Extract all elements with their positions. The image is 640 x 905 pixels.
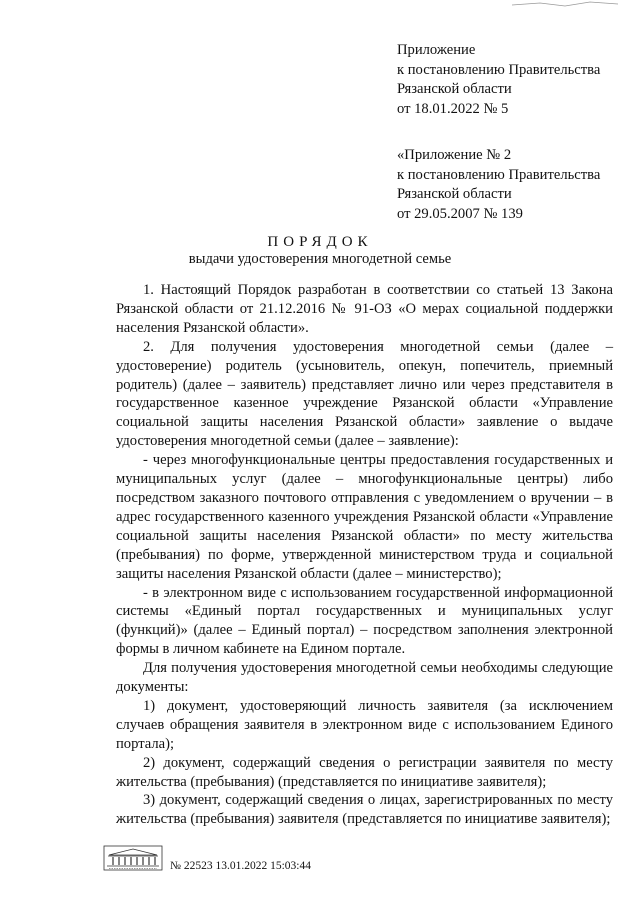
registration-stamp: № 22523 13.01.2022 15:03:44 bbox=[170, 860, 311, 872]
document-body bbox=[116, 281, 613, 829]
paragraph: - в электронном виде с использованием государственной информационной системы «Единый портал государственных и муниципальных услуг (функций)» (далее – Единый портал) – посредством заполнения электронной формы в личном кабинете на Едином портале. bbox=[116, 584, 613, 658]
appendix-line: к постановлению Правительства bbox=[397, 61, 601, 78]
paragraph: 2) документ, содержащий сведения о регистрации заявителя по месту жительства (пребывания) (представляется по инициативе заявителя); bbox=[116, 754, 613, 790]
original-appendix-line: к постановлению Правительства bbox=[397, 166, 601, 183]
appendix-line: Приложение bbox=[397, 42, 476, 58]
original-appendix-line: Рязанской области bbox=[397, 186, 512, 202]
appendix-header bbox=[397, 41, 627, 119]
paragraph: 1. Настоящий Порядок разработан в соответствии со статьей 13 Закона Рязанской области от 21.12.2016 № 91-ОЗ «О мерах социальной поддержки населения Рязанской области». bbox=[116, 282, 613, 336]
scan-noise-mark bbox=[510, 0, 620, 8]
original-appendix-header bbox=[397, 146, 627, 224]
original-appendix-line: «Приложение № 2 bbox=[397, 147, 512, 163]
paragraph: - через многофункциональные центры предоставления государственных и муниципальных услуг (далее – многофункциональные центры) либо посредством заказного почтового отправления с уведомлением о вручении – в адрес государственного казенного учреждения Рязанской области «Управление социальной защиты населения Рязанской области» по месту жительства (пребывания) по форме, утвержденной министерством труда и социальной защиты населения Рязанской области (далее – министерство); bbox=[116, 452, 613, 582]
document-title: ПОРЯДОК bbox=[267, 234, 373, 250]
appendix-line: от 18.01.2022 № 5 bbox=[397, 100, 509, 117]
paragraph: 1) документ, удостоверяющий личность заявителя (за исключением случаев обращения заявителя в электронном виде с использованием Единого портала); bbox=[116, 697, 613, 752]
appendix-line: Рязанской области bbox=[397, 81, 512, 97]
paragraph: Для получения удостоверения многодетной семьи необходимы следующие документы: bbox=[116, 660, 613, 696]
paragraph: 3) документ, содержащий сведения о лицах, зарегистрированных по месту жительства (пребывания) заявителя (представляется по инициативе заявителя); bbox=[116, 792, 613, 828]
original-appendix-line: от 29.05.2007 № 139 bbox=[397, 205, 523, 222]
government-building-stamp-icon bbox=[103, 845, 163, 871]
document-subtitle: выдачи удостоверения многодетной семье bbox=[188, 251, 452, 267]
paragraph: 2. Для получения удостоверения многодетной семьи (далее – удостоверение) родитель (усыновитель, опекун, попечитель, приемный родитель) (далее – заявитель) представляет лично или через представителя в государственное казенное учреждение Рязанской области «Управление социальной защиты населения Рязанской области» заявление о выдаче удостоверения многодетной семьи (далее – заявление): bbox=[116, 338, 613, 450]
